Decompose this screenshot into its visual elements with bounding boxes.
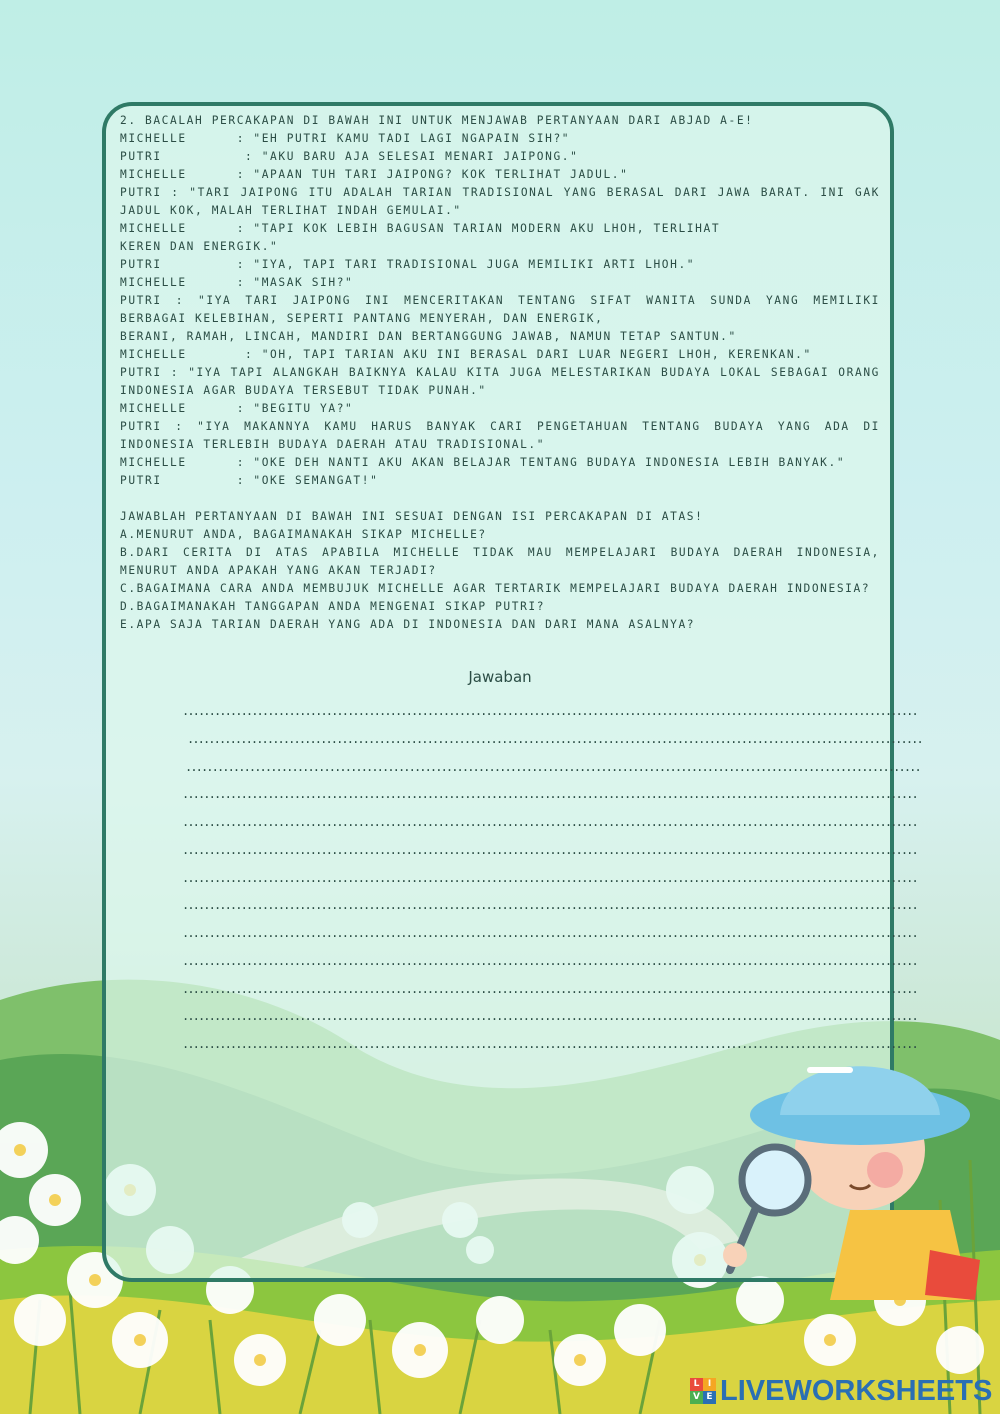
dialogue-line: MICHELLE : "MASAK SIH?" [120,276,354,289]
badge-letter: V [690,1391,703,1404]
badge-letter: E [703,1391,716,1404]
dialogue-line: BERANI, RAMAH, LINCAH, MANDIRI DAN BERTANGGUNG JAWAB, NAMUN TETAP SANTUN." [120,330,737,343]
dialogue-line: PUTRI : "IYA, TAPI TARI TRADISIONAL JUGA MEMILIKI ARTI LHOH." [120,258,696,271]
dialogue-line: PUTRI : "IYA MAKANNYA KAMU HARUS BANYAK CARI PENGETAHUAN TENTANG BUDAYA YANG ADA DI INDONESIA TERLEBIH BUDAYA DAERAH ATAU TRADISIONAL." [120,420,880,451]
dialogue-line: PUTRI : "TARI JAIPONG ITU ADALAH TARIAN TRADISIONAL YANG BERASAL DARI JAWA BARAT. INI GAK JADUL KOK, MALAH TERLIHAT INDAH GEMULAI." [120,186,880,217]
answer-line-12[interactable]: .......................................................................................................................................... [182,1009,917,1023]
dialogue-line: PUTRI : "IYA TARI JAIPONG INI MENCERITAKAN TENTANG SIFAT WANITA SUNDA YANG MEMILIKI BERBAGAI KELEBIHAN, SEPERTI PANTANG MENYERAH, DAN ENERGIK, [120,294,880,325]
logo-badge-icon [690,1378,716,1404]
answer-line-2[interactable]: .......................................................................................................................................... [187,732,922,746]
dialogue-line: MICHELLE : "EH PUTRI KAMU TADI LAGI NGAPAIN SIH?" [120,132,571,145]
answer-line-9[interactable]: .......................................................................................................................................... [182,926,917,940]
answer-line-3[interactable]: .......................................................................................................................................... [185,760,920,774]
answer-line-6[interactable]: .......................................................................................................................................... [182,843,917,857]
liveworksheets-logo[interactable] [690,1374,992,1408]
answer-line-4[interactable]: .......................................................................................................................................... [182,787,917,801]
instruction: 2. BACALAH PERCAKAPAN DI BAWAH INI UNTUK MENJAWAB PERTANYAAN DARI ABJAD A-E! [120,114,754,127]
dialogue-line: MICHELLE : "OH, TAPI TARIAN AKU INI BERASAL DARI LUAR NEGERI LHOH, KERENKAN." [120,348,812,361]
worksheet-text [120,112,880,634]
logo-text: LIVEWORKSHEETS [720,1374,993,1407]
question-b: B.DARI CERITA DI ATAS APABILA MICHELLE TIDAK MAU MEMPELAJARI BUDAYA DAERAH INDONESIA, MENURUT ANDA APAKAH YANG AKAN TERJADI? [120,546,880,577]
badge-letter: L [690,1378,703,1391]
questions-intro: JAWABLAH PERTANYAAN DI BAWAH INI SESUAI DENGAN ISI PERCAKAPAN DI ATAS! [120,510,704,523]
dialogue-line: MICHELLE : "OKE DEH NANTI AKU AKAN BELAJAR TENTANG BUDAYA INDONESIA LEBIH BANYAK." [120,456,846,469]
question-c: C.BAGAIMANA CARA ANDA MEMBUJUK MICHELLE AGAR TERTARIK MEMPELAJARI BUDAYA DAERAH INDONESIA? [120,582,871,595]
child-with-magnifier-icon [700,1040,990,1330]
question-d: D.BAGAIMANAKAH TANGGAPAN ANDA MENGENAI SIKAP PUTRI? [120,600,546,613]
badge-letter: I [703,1378,716,1391]
answer-title: Jawaban [468,668,532,686]
dialogue-line: MICHELLE : "BEGITU YA?" [120,402,354,415]
answer-line-10[interactable]: .......................................................................................................................................... [182,954,917,968]
dialogue-line: KEREN DAN ENERGIK." [120,240,279,253]
answer-line-13[interactable]: .......................................................................................................................................... [182,1037,917,1051]
answer-line-5[interactable]: .......................................................................................................................................... [182,815,917,829]
answer-line-7[interactable]: .......................................................................................................................................... [182,871,917,885]
answer-line-8[interactable]: .......................................................................................................................................... [182,898,917,912]
question-a: A.MENURUT ANDA, BAGAIMANAKAH SIKAP MICHELLE? [120,528,487,541]
dialogue-line: MICHELLE : "APAAN TUH TARI JAIPONG? KOK TERLIHAT JADUL." [120,168,629,181]
dialogue-line: PUTRI : "IYA TAPI ALANGKAH BAIKNYA KALAU KITA JUGA MELESTARIKAN BUDAYA LOKAL SEBAGAI ORANG INDONESIA AGAR BUDAYA TERSEBUT TIDAK PUNAH." [120,366,880,397]
dialogue-line: PUTRI : "AKU BARU AJA SELESAI MENARI JAIPONG." [120,150,579,163]
answer-line-11[interactable]: .......................................................................................................................................... [182,982,917,996]
question-e: E.APA SAJA TARIAN DAERAH YANG ADA DI INDONESIA DAN DARI MANA ASALNYA? [120,618,696,631]
answer-line-1[interactable]: .......................................................................................................................................... [182,704,917,718]
dialogue-line: PUTRI : "OKE SEMANGAT!" [120,474,379,487]
dialogue-line: MICHELLE : "TAPI KOK LEBIH BAGUSAN TARIAN MODERN AKU LHOH, TERLIHAT [120,222,721,235]
